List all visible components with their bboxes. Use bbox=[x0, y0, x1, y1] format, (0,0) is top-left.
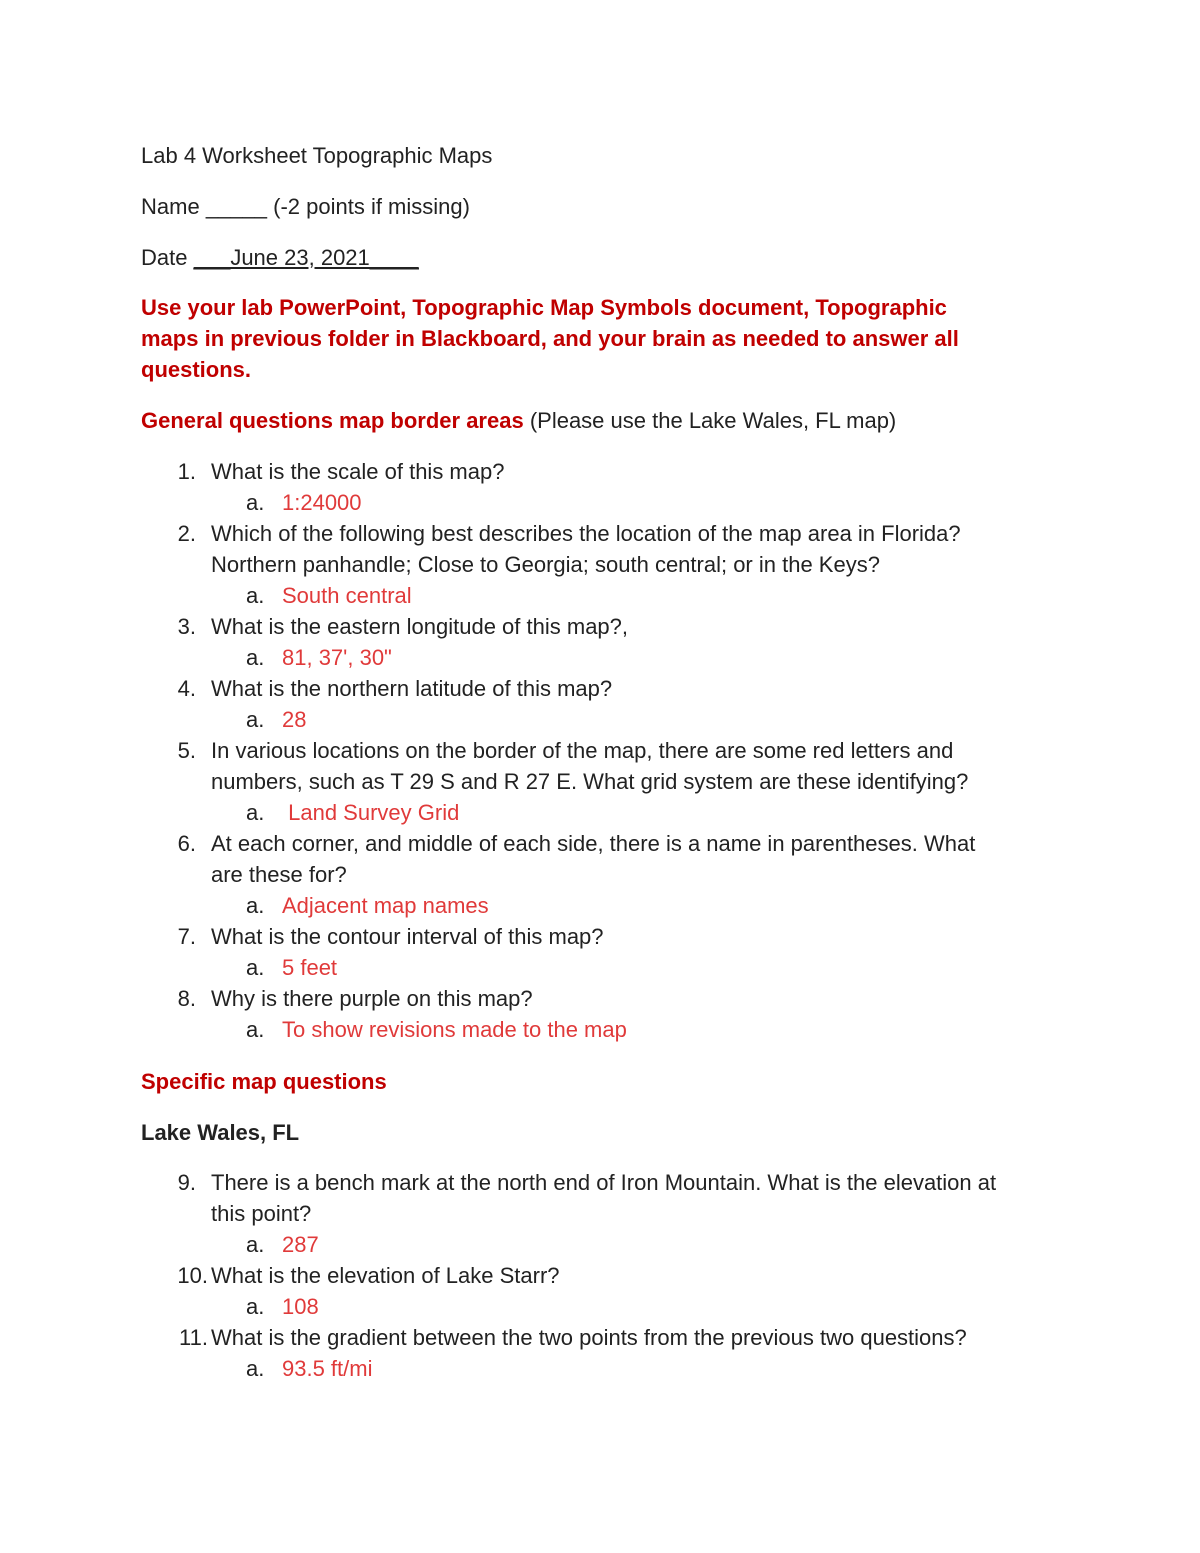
question-text: What is the elevation of Lake Starr? bbox=[211, 1263, 560, 1288]
section-general-title: General questions map border areas bbox=[141, 408, 524, 433]
answer-letter: a. bbox=[246, 800, 265, 825]
answer-text: Land Survey Grid bbox=[282, 800, 460, 825]
question-text: Why is there purple on this map? bbox=[211, 986, 533, 1011]
answer-letter: a. bbox=[246, 645, 265, 670]
answer-letter: a. bbox=[246, 1356, 265, 1381]
instructions-line-2: maps in previous folder in Blackboard, and your brain as needed to answer all bbox=[141, 326, 959, 351]
answer-letter: a. bbox=[246, 1294, 265, 1319]
name-blank: _____ bbox=[205, 194, 267, 219]
question-number: 2. bbox=[177, 521, 196, 546]
question-text-continued: Northern panhandle; Close to Georgia; south central; or in the Keys? bbox=[211, 552, 880, 577]
date-value: ___June 23, 2021____ bbox=[193, 245, 419, 270]
question-number: 8. bbox=[177, 986, 196, 1011]
question-number: 1. bbox=[177, 459, 196, 484]
question-number: 3. bbox=[177, 614, 196, 639]
worksheet-title: Lab 4 Worksheet Topographic Maps bbox=[141, 143, 493, 168]
date-label: Date bbox=[141, 245, 188, 270]
question-text: What is the northern latitude of this map? bbox=[211, 676, 613, 701]
instructions-line-1: Use your lab PowerPoint, Topographic Map Symbols document, Topographic bbox=[141, 295, 947, 320]
name-note: (-2 points if missing) bbox=[273, 194, 470, 219]
answer-letter: a. bbox=[246, 893, 265, 918]
answer-text: 5 feet bbox=[282, 955, 338, 980]
answer-text: 81, 37', 30" bbox=[282, 645, 392, 670]
answer-text: 28 bbox=[282, 707, 307, 732]
question-text: At each corner, and middle of each side, there is a name in parentheses. What bbox=[211, 831, 976, 856]
answer-letter: a. bbox=[246, 583, 265, 608]
question-number: 11. bbox=[179, 1325, 208, 1350]
answer-text: 108 bbox=[282, 1294, 319, 1319]
answer-letter: a. bbox=[246, 955, 265, 980]
section-general-heading bbox=[141, 405, 896, 436]
question-number: 6. bbox=[177, 831, 196, 856]
question-number: 5. bbox=[177, 738, 196, 763]
date-line bbox=[141, 242, 419, 273]
question-text: What is the scale of this map? bbox=[211, 459, 505, 484]
answer-text: South central bbox=[282, 583, 412, 608]
answer-text: 287 bbox=[282, 1232, 319, 1257]
question-text: What is the contour interval of this map? bbox=[211, 924, 604, 949]
answer-letter: a. bbox=[246, 707, 265, 732]
instructions-line-3: questions. bbox=[141, 357, 252, 382]
answer-text: Adjacent map names bbox=[282, 893, 489, 918]
question-text: What is the gradient between the two points from the previous two questions? bbox=[211, 1325, 967, 1350]
question-text-continued: are these for? bbox=[211, 862, 347, 887]
answer-letter: a. bbox=[246, 1232, 265, 1257]
section-specific-heading: Specific map questions bbox=[141, 1069, 387, 1094]
answer-text: 1:24000 bbox=[282, 490, 362, 515]
question-text: In various locations on the border of the map, there are some red letters and bbox=[211, 738, 954, 763]
question-number: 9. bbox=[177, 1170, 196, 1195]
name-line bbox=[141, 191, 470, 222]
name-label: Name bbox=[141, 194, 200, 219]
answer-letter: a. bbox=[246, 1017, 265, 1042]
answer-text: 93.5 ft/mi bbox=[282, 1356, 373, 1381]
question-text-continued: numbers, such as T 29 S and R 27 E. What grid system are these identifying? bbox=[211, 769, 969, 794]
question-number: 4. bbox=[177, 676, 196, 701]
question-text-continued: this point? bbox=[211, 1201, 312, 1226]
map-subheading: Lake Wales, FL bbox=[141, 1120, 300, 1145]
question-number: 7. bbox=[177, 924, 196, 949]
question-text: There is a bench mark at the north end of Iron Mountain. What is the elevation at bbox=[211, 1170, 997, 1195]
answer-text: To show revisions made to the map bbox=[282, 1017, 627, 1042]
section-general-note: (Please use the Lake Wales, FL map) bbox=[529, 408, 897, 433]
answer-letter: a. bbox=[246, 490, 265, 515]
question-text: What is the eastern longitude of this map?, bbox=[211, 614, 629, 639]
question-text: Which of the following best describes the location of the map area in Florida? bbox=[211, 521, 961, 546]
question-number: 10. bbox=[177, 1263, 208, 1288]
